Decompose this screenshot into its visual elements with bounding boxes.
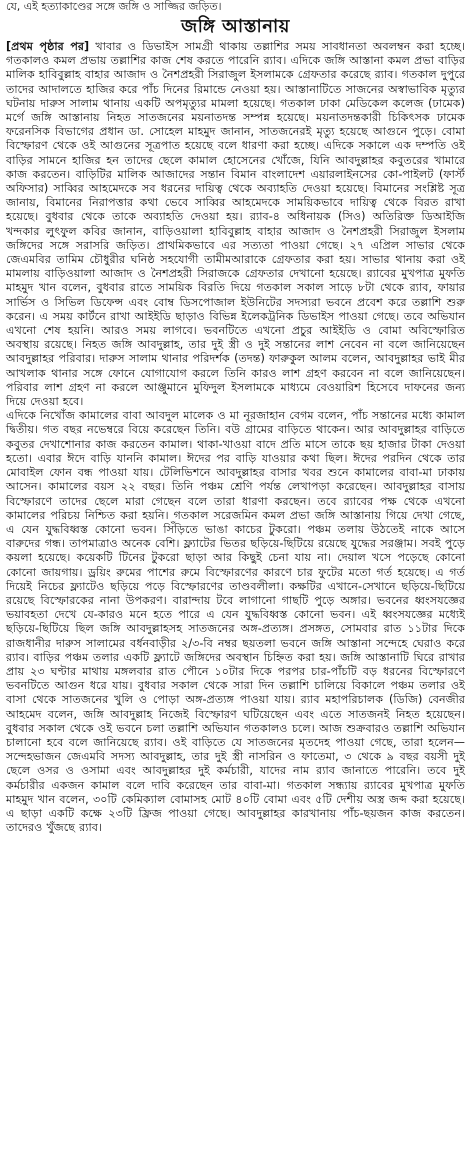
previous-article-line: যে, এই হত্যাকাণ্ডের সঙ্গে জঙ্গি ও সাজ্জির জড়িত। — [6, 0, 222, 13]
paragraph-1-text: খাবার ও ডিভাইস সামগ্রী থাকায় তল্লাশির সময় সাবধানতা অবলম্বন করা হচ্ছে। গতকালও কমল প্রভায় তল্লাশির কাজ শেষ করতে পারেনি র‍্যাব। এদিকে জঙ্গি আস্তানা কমল প্রভা বাড়ির মালিক হাবিবুল্লাহ বাহার আজাদ ও নৈশপ্রহরী সিরাজুল ইসলামকে গ্রেফতার করেছে র‍্যাব। গতকাল দুপুরে তাদের আদালতে হাজির করে পাঁচ দিনের রিমান্ডে নেওয়া হয়। আস্তানাটিতে সাজনের অস্বাভাবিক মৃত্যুর ঘটনায় দারুস সালাম থানায় একটি অপমৃত্যুর মামলা হয়েছে। গতকাল ঢাকা মেডিকেল কলেজ (ঢামেক) মর্গে জঙ্গি আস্তানায় নিহত সাতজনের ময়নাতদন্ত সম্পন্ন হয়েছে। ময়নাতদন্তকারী চিকিৎসক ঢামেক ফরেনসিক বিভাগের প্রধান ডা. সোহেল মাহমুদ জানান, সাতজনেরই মৃত্যু হয়েছে আগুনে পুড়ে। বোমা বিস্ফোরণ থেকে ওই আগুনের সূত্রপাত হয়েছে বলে ধারণা করা হচ্ছে। এদিকে সকালে এক দম্পতি ওই বাড়ির সামনে হাজির হন তাদের ছেলে কামাল হোসেনের খোঁজে, যিনি আবদুল্লাহর কবুতরের খামারে কাজ করতেন। বাড়িটির মালিক আজাদের সন্তান বিমান বাংলাদেশ এয়ারলাইনসের কো-পাইলট (ফার্স্ট অফিসার) সাব্বির আহমেদকে সব ধরনের দায়িত্ব থেকে অব্যাহতি দেওয়া হয়েছে। বিমানের সংশ্লিষ্ট সূত্র জানায়, বিমানের নিরাপত্তার কথা ভেবে সাব্বির আহমেদকে সাময়িকভাবে দায়িত্ব থেকে বিরত রাখা হয়েছে। বুধবার থেকে তাকে অব্যাহতি দেওয়া হয়। র‍্যাব-৪ অধিনায়ক (সিও) অতিরিক্ত ডিআইজি খন্দকার লুৎফুল কবির জানান, বাড়িওয়ালা হাবিবুল্লাহ বাহার আজাদ ও নৈশপ্রহরী সিরাজুল ইসলাম জঙ্গিদের সঙ্গে সরাসরি জড়িত। প্রাথমিকভাবে এর সত্যতা পাওয়া গেছে। ২৭ এপ্রিল সাভার থেকে জেএমবির তামিম চৌধুরীর ঘনিষ্ঠ সহযোগী তামীমআরাকে গ্রেফতার করা হয়। সাভার থানায় করা ওই মামলায় বাড়িওয়ালা আজাদ ও নৈশপ্রহরী সিরাজকে গ্রেফতার দেখানো হয়েছে। র‍্যাবের মুখপাত্র মুফতি মাহমুদ খান বলেন, বুধবার রাতে সাময়িক বিরতি দিয়ে গতকাল সকাল সাড়ে ৮টা থেকে র‍্যাব, ফায়ার সার্ভিস ও সিভিল ডিফেন্স এবং বোম্ব ডিসপোজাল ইউনিটের সদস্যরা ভবনে প্রবেশ করে তল্লাশি শুরু করেন। এ সময় কার্টনে রাখা আইইডি ছাড়াও বিভিন্ন ইলেকট্রনিক ডিভাইস পাওয়া গেছে। তবে অভিযান এখনো শেষ হয়নি। আরও সময় লাগবে। ভবনটিতে এখনো প্রচুর আইইডি ও বোমা অবিস্ফোরিত অবস্থায় রয়েছে। নিহত জঙ্গি আবদুল্লাহ, তার দুই স্ত্রী ও দুই সন্তানের লাশ নেবেন না বলে জানিয়েছেন আবদুল্লাহর পরিবার। দারুস সালাম থানার পরিদর্শক (তদন্ত) ফারুকুল আলম বলেন, আবদুল্লাহর ভাই মীর আখলাক থানার সঙ্গে ফোনে যোগাযোগ করলে তিনি কারও লাশ গ্রহণ করবেন না বলে জানিয়েছেন। পরিবার লাশ গ্রহণ না করলে আঞ্জুমানে মুফিদুল ইসলামকে মাধ্যমে বেওয়ারিশ হিসেবে দাফনের জন্য দিয়ে দেওয়া হবে। — [6, 40, 465, 409]
article-body — [6, 40, 465, 835]
article-paragraph-1 — [6, 40, 465, 409]
article-headline: জঙ্গি আস্তানায় — [181, 16, 290, 37]
article-paragraph-2: এদিকে নিখোঁজ কামালের বাবা আবদুল মালেক ও মা নূরজাহান বেগম বলেন, পাঁচ সন্তানের মধ্যে কামাল দ্বিতীয়। গত বছর নভেম্বরে বিয়ে করেছেন তিনি। বউ গ্রামের বাড়িতে থাকেন। আর আবদুল্লাহর বাড়িতে কবুতর দেখাশোনার কাজ করতেন কামাল। থাকা-খাওয়া বাদে প্রতি মাসে তাকে ছয় হাজার টাকা দেওয়া হতো। এবার ঈদে বাড়ি যাননি কামাল। ঈদের পর বাড়ি যাওয়ার কথা ছিল। ঈদের পরদিন থেকে তার মোবাইল ফোন বন্ধ পাওয়া যায়। টেলিভিশনে আবদুল্লাহর বাসার খবর শুনে কামালের বাবা-মা ঢাকায় আসেন। কামালের বয়স ২২ বছর। তিনি পঞ্চম শ্রেণি পর্যন্ত লেখাপড়া করেছেন। আবদুল্লাহর বাসায় বিস্ফোরণে তাদের ছেলে মারা গেছেন বলে তারা ধারণা করছেন। তবে র‍্যাবের পক্ষ থেকে এখনো কামালের পরিচয় নিশ্চিত করা হয়নি। গতকাল সরেজমিন কমল প্রভা জঙ্গি আস্তানায় গিয়ে দেখা গেছে, এ যেন যুদ্ধবিধ্বস্ত কোনো ভবন। সিঁড়িতে ভাঙা কাচের টুকরো। পঞ্চম তলায় উঠতেই নাকে আসে বারুদের গন্ধ। তাপমাত্রাও অনেক বেশি। ফ্ল্যাটের ভিতর ছড়িয়ে-ছিটিয়ে রয়েছে যুদ্ধের সরঞ্জাম। সবই পুড়ে কয়লা হয়েছে। কয়েকটি টিনের টুকরো ছাড়া আর কিছুই চেনা যায় না। দেয়াল খসে পড়েছে কোনো কোনো জায়গায়। ড্রয়িং রুমের পাশের রুমে বিস্ফোরণের কারণে চার ফুটের মতো গর্ত হয়েছে। এ গর্ত দিয়েই নিচের ফ্ল্যাটেও ছড়িয়ে পড়ে বিস্ফোরণের তাণ্ডবলীলা। কক্ষটির এখানে-সেখানে ছড়িয়ে-ছিটিয়ে রয়েছে বিস্ফোরকের নানা উপকরণ। বারান্দায় টবে লাগানো গাছটি পুড়ে অঙ্গার। ভবনের ধ্বংসযজ্ঞের ভয়াবহতা দেখে যে-কারও মনে হতে পারে এ যেন যুদ্ধবিধ্বস্ত কোনো ভবন। এই ধ্বংসযজ্ঞের মধ্যেই ছড়িয়ে-ছিটিয়ে ছিল জঙ্গি আবদুল্লাহসহ সাতজনের অঙ্গ-প্রত্যঙ্গ। প্রসঙ্গত, সোমবার রাত ১১টার দিকে রাজধানীর দারুস সালামের বর্ধনবাড়ীর ২/৩-বি নম্বর ছয়তলা ভবনে জঙ্গি আস্তানা সন্দেহে ঘেরাও করে র‍্যাব। বাড়ির পঞ্চম তলার একটি ফ্ল্যাটে জঙ্গিদের অবস্থান চিহ্নিত করা হয়। জঙ্গি আস্তানাটি ঘিরে রাখার প্রায় ২৩ ঘণ্টার মাথায় মঙ্গলবার রাত পৌনে ১০টার দিকে পরপর চার-পাঁচটি বড় ধরনের বিস্ফোরণে ভবনটিতে আগুন ধরে যায়। বুধবার সকাল থেকে সারা দিন তল্লাশি চালিয়ে বিকালে পঞ্চম তলার ওই বাসা থেকে সাতজনের খুলি ও পোড়া অঙ্গ-প্রত্যঙ্গ পাওয়া যায়। র‍্যাব মহাপরিচালক (ডিজি) বেনজীর আহমেদ বলেন, জঙ্গি আবদুল্লাহ নিজেই বিস্ফোরণ ঘটিয়েছেন এবং এতে সাতজনই নিহত হয়েছেন। বুধবার সকাল থেকে ওই ভবনে চলা তল্লাশি অভিযান গতকালও চলে। আজ শুক্রবারও তল্লাশি অভিযান চালানো হবে বলে জানিয়েছে র‍্যাব। ওই বাড়িতে যে সাতজনের মৃতদেহ পাওয়া গেছে, তারা হলেন—সন্দেহভাজন জেএমবি সদস্য আবদুল্লাহ, তার দুই স্ত্রী নাসরিন ও ফাতেমা, ৩ থেকে ৯ বছর বয়সী দুই ছেলে ওসর ও ওসামা এবং আবদুল্লাহর দুই কর্মচারী, যাদের নাম র‍্যাব জানাতে পারেনি। তবে দুই কর্মচারীর একজন কামাল বলে দাবি করেছেন তার বাবা-মা। গতকাল সন্ধ্যায় র‍্যাবের মুখপাত্র মুফতি মাহমুদ খান বলেন, ৩০টি কেমিক্যাল বোমাসহ মোট ৪০টি বোমা এবং ৫টি দেশীয় অস্ত্র জব্দ করা হয়েছে। এ ছাড়া একটি কক্ষে ২৩টি ফ্রিজ পাওয়া গেছে। আবদুল্লাহর কারখানায় পাঁচ-ছয়জন কাজ করতেন। তাদেরও খুঁজছে র‍্যাব। — [6, 409, 465, 835]
continuation-marker: [প্রথম পৃষ্ঠার পর] — [6, 40, 90, 53]
